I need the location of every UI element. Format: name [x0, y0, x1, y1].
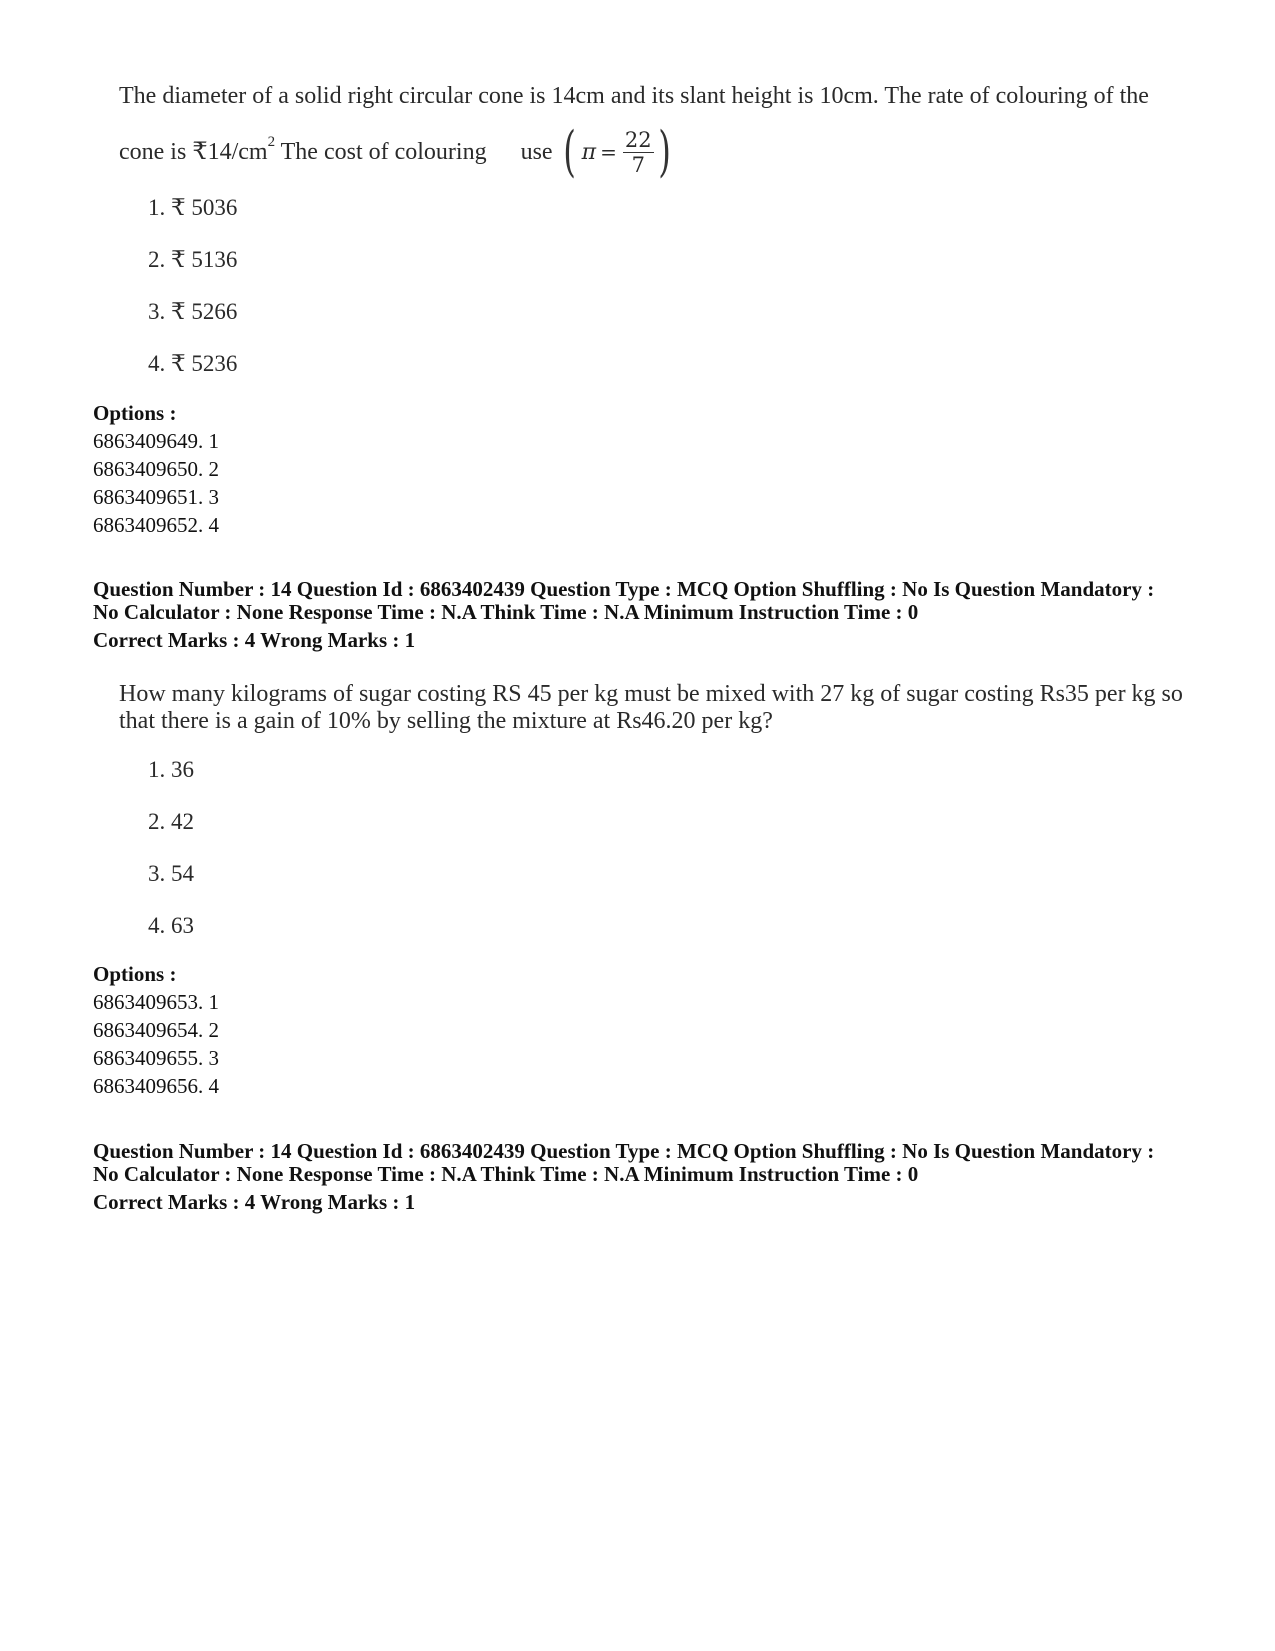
choice-item: 3. ₹ 5266 [148, 299, 238, 324]
option-id: 6863409654. 2 [93, 1018, 219, 1042]
question-meta-marks: Correct Marks : 4 Wrong Marks : 1 [93, 628, 416, 652]
choice-item: 4. ₹ 5236 [148, 351, 238, 376]
option-id: 6863409656. 4 [93, 1074, 219, 1098]
choice-item: 2. ₹ 5136 [148, 247, 238, 272]
question-meta-line-2: No Calculator : None Response Time : N.A Think Time : N.A Minimum Instruction Time : 0 [93, 600, 919, 624]
option-id: 6863409649. 1 [93, 429, 219, 453]
choice-item: 1. ₹ 5036 [148, 195, 238, 220]
question-meta-marks: Correct Marks : 4 Wrong Marks : 1 [93, 1190, 416, 1214]
question-2-text-line-1: How many kilograms of sugar costing RS 45 per kg must be mixed with 27 kg of sugar costing Rs35 per kg so [119, 681, 1183, 707]
question-meta-line-1: Question Number : 14 Question Id : 6863402439 Question Type : MCQ Option Shuffling : No Is Question Mandatory : [93, 577, 1155, 601]
fraction [623, 128, 654, 177]
paren-close: ) [657, 120, 671, 183]
choice-item: 2. 42 [148, 809, 194, 834]
question-1-text-line-1: The diameter of a solid right circular cone is 14cm and its slant height is 10cm. The rate of colouring of the [119, 83, 1149, 109]
fraction-numerator: 22 [624, 127, 652, 152]
choice-item: 1. 36 [148, 757, 194, 782]
question-1-rate-text: cone is ₹14/cm [119, 138, 268, 165]
use-label: use [520, 138, 553, 165]
equals-sign: = [600, 139, 617, 164]
question-2-text-line-2: that there is a gain of 10% by selling the mixture at Rs46.20 per kg? [119, 708, 773, 734]
option-id: 6863409655. 3 [93, 1046, 219, 1070]
question-1-text-line-2 [119, 120, 1199, 183]
question-1-cost-text: The cost of colouring [275, 138, 487, 165]
pi-formula [559, 120, 675, 183]
option-id: 6863409652. 4 [93, 513, 219, 537]
option-id: 6863409651. 3 [93, 485, 219, 509]
options-label: Options : [93, 401, 177, 425]
choice-item: 4. 63 [148, 913, 194, 938]
pi-symbol: π [581, 139, 597, 165]
question-meta-line-1: Question Number : 14 Question Id : 6863402439 Question Type : MCQ Option Shuffling : No Is Question Mandatory : [93, 1139, 1155, 1163]
choice-item: 3. 54 [148, 861, 194, 886]
fraction-denominator: 7 [631, 152, 645, 177]
question-meta-line-2: No Calculator : None Response Time : N.A Think Time : N.A Minimum Instruction Time : 0 [93, 1162, 919, 1186]
option-id: 6863409650. 2 [93, 457, 219, 481]
options-label: Options : [93, 962, 177, 986]
superscript: 2 [267, 133, 276, 150]
option-id: 6863409653. 1 [93, 990, 219, 1014]
paren-open: ( [562, 120, 576, 183]
